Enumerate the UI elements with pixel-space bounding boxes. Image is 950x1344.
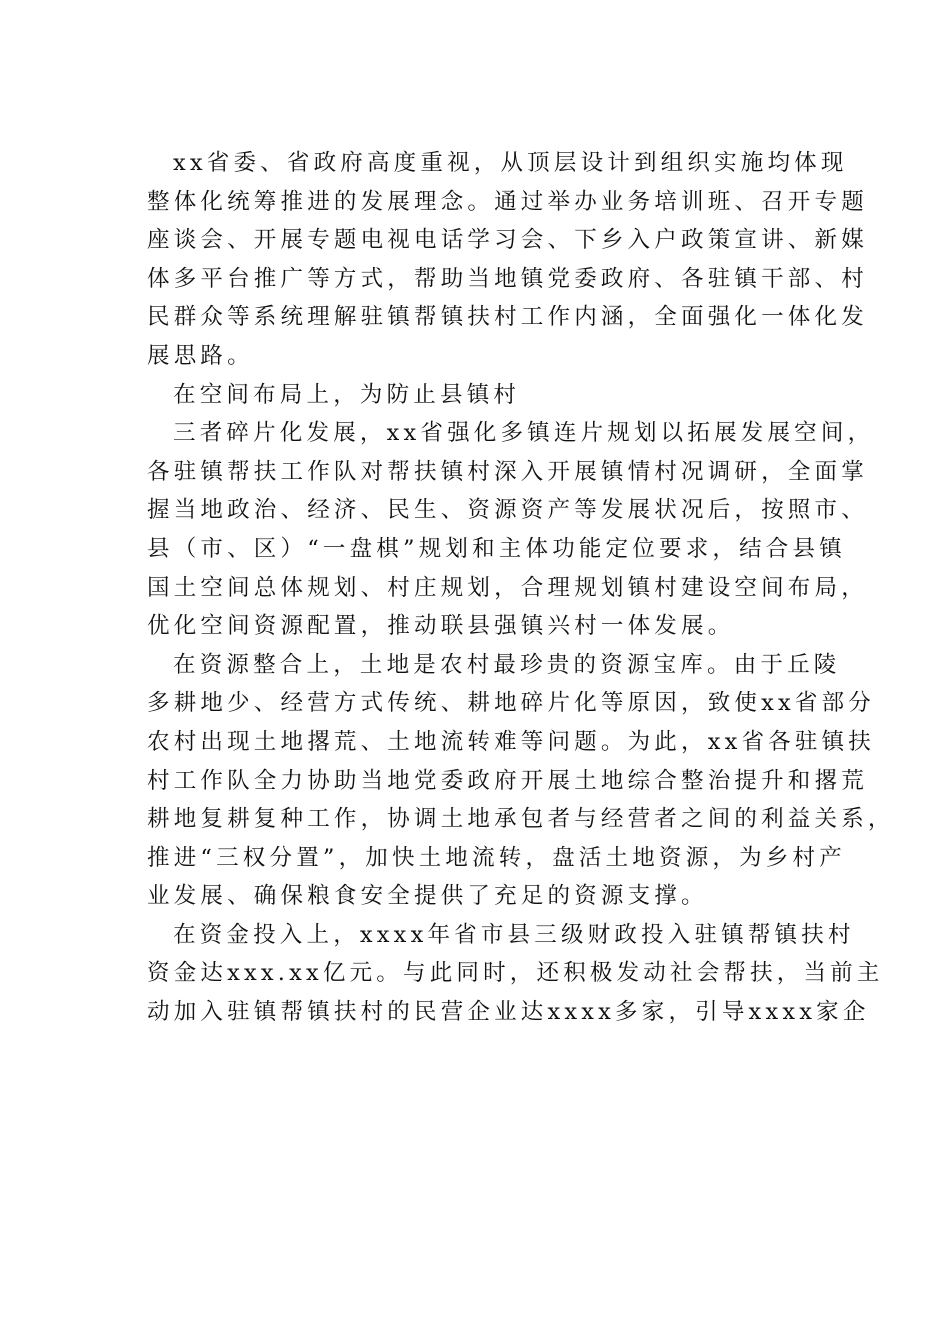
paragraph-resource-integration (147, 646, 895, 916)
text-line: 县（市、区）“一盘棋”规划和主体功能定位要求，结合县镇 (147, 535, 846, 562)
text-line: 握当地政治、经济、民生、资源资产等发展状况后，按照市、 (147, 497, 868, 524)
text-line: 各驻镇帮扶工作队对帮扶镇村深入开展镇情村况调研，全面掌 (147, 458, 868, 485)
paragraph-top-level-design (147, 144, 868, 376)
text-line: 民群众等系统理解驻镇帮镇扶村工作内涵，全面强化一体化发 (147, 304, 868, 331)
paragraph-spatial-layout-heading (147, 376, 837, 415)
text-line: 村工作队全力协助当地党委政府开展土地综合整治提升和撂荒 (147, 767, 868, 794)
text-line: 国土空间总体规划、村庄规划，合理规划镇村建设空间布局， (147, 574, 868, 601)
text-line: xx省委、省政府高度重视，从顶层设计到组织实施均体现 (173, 150, 848, 176)
text-line: 展思路。 (147, 342, 254, 369)
text-line: 多耕地少、经营方式传统、耕地碎片化等原因，致使xx省部分 (147, 690, 875, 717)
text-line: 耕地复耕复种工作，协调土地承包者与经营者之间的利益关系， (147, 806, 895, 833)
document-body (147, 144, 895, 1032)
text-line: 整体化统筹推进的发展理念。通过举办业务培训班、召开专题 (147, 188, 868, 215)
text-line: 体多平台推广等方式，帮助当地镇党委政府、各驻镇干部、村 (147, 265, 868, 292)
text-line: 资金达xxx.xx亿元。与此同时，还积极发动社会帮扶，当前主 (147, 960, 884, 987)
text-line: 优化空间资源配置，推动联县强镇兴村一体发展。 (147, 613, 735, 640)
text-line: 农村出现土地撂荒、土地流转难等问题。为此，xx省各驻镇扶 (147, 728, 875, 755)
text-line: 在资源整合上，土地是农村最珍贵的资源宝库。由于丘陵 (173, 651, 841, 678)
text-line: 业发展、确保粮食安全提供了充足的资源支撑。 (147, 883, 708, 910)
paragraph-spatial-layout (147, 414, 875, 646)
text-line: 座谈会、开展专题电视电话学习会、下乡入户政策宣讲、新媒 (147, 227, 868, 254)
text-line: 推进“三权分置”，加快土地流转，盘活土地资源，为乡村产 (147, 844, 846, 871)
text-line: 动加入驻镇帮镇扶村的民营企业达xxxx多家，引导xxxx家企 (147, 999, 870, 1026)
text-line: 在资金投入上，xxxx年省市县三级财政投入驻镇帮镇扶村 (173, 921, 855, 948)
text-line: 三者碎片化发展，xx省强化多镇连片规划以拓展发展空间， (173, 420, 875, 447)
text-line: 在空间布局上，为防止县镇村 (173, 381, 521, 408)
paragraph-capital-investment (147, 916, 884, 1032)
